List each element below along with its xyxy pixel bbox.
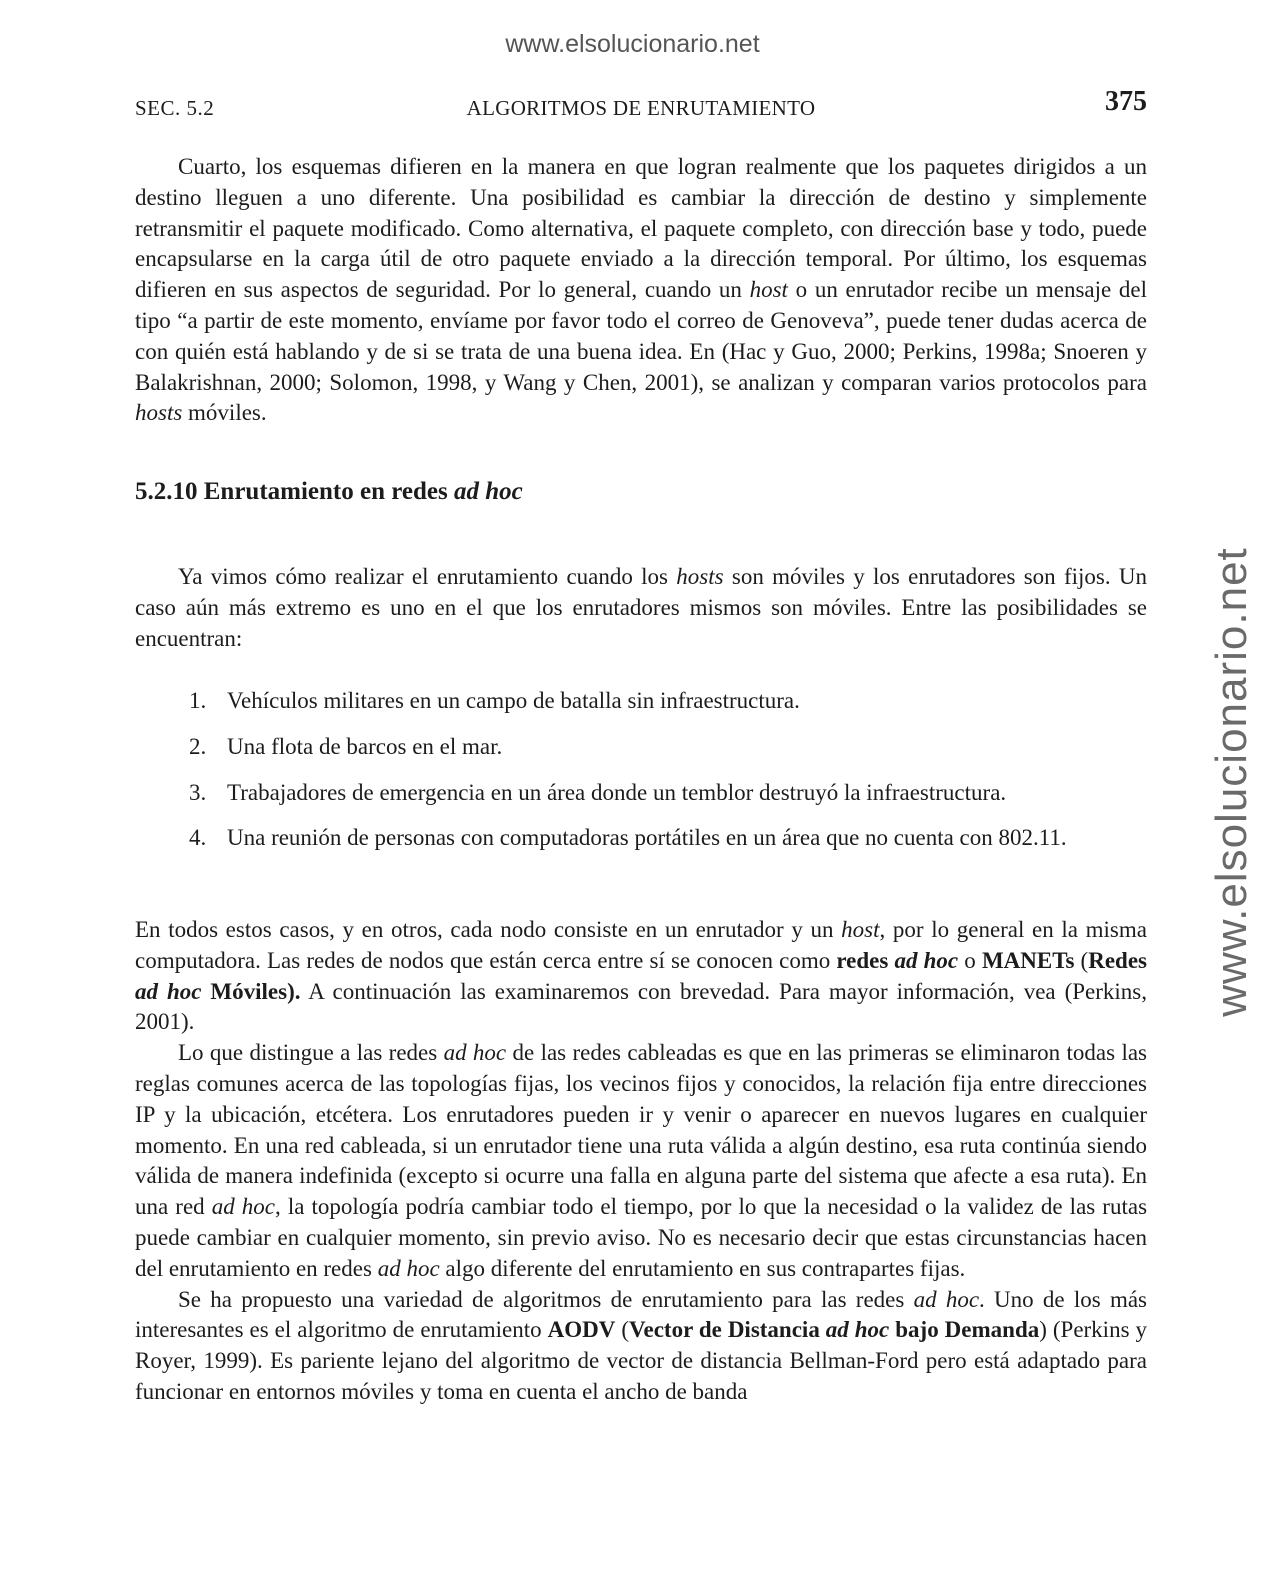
text-run: . Uno de los más interesantes es el algoritmo de enrutamiento xyxy=(135,1286,1147,1343)
bold-term: Redes xyxy=(1088,947,1148,973)
paragraph-adhoc-intro xyxy=(135,562,1147,654)
bold-term: Móviles). xyxy=(201,978,301,1004)
possibilities-list xyxy=(135,686,1147,869)
paragraph-aodv xyxy=(135,1285,1147,1408)
paragraph-manets xyxy=(135,915,1147,1038)
section-heading xyxy=(135,478,523,506)
italic-term: ad hoc xyxy=(377,1255,440,1281)
page-number: 375 xyxy=(1105,86,1147,117)
bold-italic-term: ad hoc xyxy=(135,978,202,1004)
list-item xyxy=(135,823,1147,854)
text-run: ) (Perkins y Royer, 1999). Es pariente lejano del algoritmo de vector de distancia Bellman-Ford pero está adaptado para funcionar en entornos móviles y toma en cuenta el ancho de banda xyxy=(135,1317,1147,1404)
text-run: ( xyxy=(615,1317,630,1343)
italic-term: hosts xyxy=(676,564,724,589)
italic-term: ad hoc xyxy=(913,1286,980,1312)
text-run: , por lo general en la misma computadora. Las redes de nodos que están cerca entre sí se conocen como xyxy=(135,917,1147,973)
text-run: Lo que distingue a las redes xyxy=(178,1040,444,1066)
main-body-block xyxy=(135,915,1147,1408)
list-item xyxy=(135,778,1147,809)
text-run: , la topología podría cambiar todo el tiempo, por lo que la necesidad o la validez de las rutas puede cambiar en cualquier momento, sin previo aviso. No es necesario decir que estas circunstancias hacen del enrutamiento en redes xyxy=(135,1194,1148,1281)
bold-italic-term: ad hoc xyxy=(825,1317,890,1343)
text-run: Se ha propuesto una variedad de algoritmos de enrutamiento para las redes xyxy=(178,1286,914,1312)
text-run: Cuarto, los esquemas difieren en la manera en que logran realmente que los paquetes dirigidos a un destino lleguen a uno diferente. Una posibilidad es cambiar la dirección de destino y simplemente retransmitir el paquete modificado. Como alternativa, el paquete completo, con dirección base y todo, puede encapsularse en la carga útil de otro paquete enviado a la dirección temporal. Por último, los esquemas difieren en sus aspectos de seguridad. Por lo general, cuando un xyxy=(135,154,1147,303)
text-run: algo diferente del enrutamiento en sus contrapartes fijas. xyxy=(439,1255,966,1281)
list-text: Vehículos militares en un campo de batalla sin infraestructura. xyxy=(227,688,800,713)
italic-term: ad hoc xyxy=(443,1040,507,1066)
text-run: o un enrutador recibe un mensaje del tipo “a partir de este momento, envíame por favor todo el correo de Genoveva”, puede tener dudas acerca de con quién está hablando y de si se trata de una buena idea. En (Hac y Guo, 2000; Perkins, 1998a; Snoeren y Balakrishnan, 2000; Solomon, 1998, y Wang y Chen, 2001), se analizan y comparan varios protocolos para xyxy=(135,277,1147,395)
section-label: SEC. 5.2 xyxy=(135,96,215,120)
list-text: Una flota de barcos en el mar. xyxy=(227,733,503,759)
italic-term: host xyxy=(841,917,880,942)
top-watermark: www.elsolucionario.net xyxy=(505,30,760,58)
italic-term: hosts xyxy=(135,400,183,426)
list-number: 3. xyxy=(189,779,207,805)
text-run: son móviles y los enrutadores son fijos. Un caso aún más extremo es uno en el que los enrutadores mismos son móviles. Entre las posibilidades se encuentran: xyxy=(135,564,1148,651)
text-run: En todos estos casos, y en otros, cada nodo consiste en un enrutador y un xyxy=(135,917,842,942)
intro-block xyxy=(135,152,1147,429)
heading-text: 5.2.10 Enrutamiento en redes xyxy=(135,478,454,505)
text-run: Ya vimos cómo realizar el enrutamiento cuando los xyxy=(178,564,677,589)
bold-italic-term: ad hoc xyxy=(894,947,959,973)
list-item xyxy=(135,732,1147,763)
italic-term: ad hoc xyxy=(211,1194,276,1220)
italic-term: host xyxy=(749,277,788,303)
paragraph-fourth-point xyxy=(135,152,1147,429)
list-number: 4. xyxy=(189,825,207,851)
text-run: o xyxy=(958,947,982,973)
bold-term: AODV xyxy=(547,1317,616,1343)
list-item xyxy=(135,686,1147,717)
bold-term: Vector de Distancia xyxy=(629,1317,826,1343)
list-text: Trabajadores de emergencia en un área donde un temblor destruyó la infraestructura. xyxy=(227,779,1007,805)
text-run: móviles. xyxy=(182,400,267,426)
bold-term: MANETs xyxy=(981,947,1075,973)
chapter-title: ALGORITMOS DE ENRUTAMIENTO xyxy=(466,96,816,120)
bold-term: redes xyxy=(836,947,895,973)
list-number: 2. xyxy=(189,733,207,759)
list-text: Una reunión de personas con computadoras portátiles en un área que no cuenta con 802.11. xyxy=(227,825,1067,851)
running-head xyxy=(135,86,1147,126)
side-watermark: www.elsolucionario.net xyxy=(1207,547,1256,1017)
text-run: A continuación las examinaremos con brevedad. Para mayor información, vea (Perkins, 2001). xyxy=(135,978,1147,1035)
bold-term: bajo Demanda xyxy=(889,1317,1040,1343)
list-number: 1. xyxy=(189,688,207,713)
text-run: ( xyxy=(1074,947,1089,973)
text-run: de las redes cableadas es que en las primeras se eliminaron todas las reglas comunes acerca de las topologías fijas, los vecinos fijos y conocidos, la relación fija entre direcciones IP y la ubicación, etcétera. Los enrutadores pueden ir y venir o aparecer en nuevos lugares en cualquier momento. En una red cableada, si un enrutador tiene una ruta válida a algún destino, esa ruta continúa siendo válida de manera indefinida (excepto si ocurre una falla en alguna parte del sistema que afecte a esa ruta). En una red xyxy=(135,1040,1148,1220)
paragraph-differences xyxy=(135,1038,1147,1284)
heading-italic: ad hoc xyxy=(453,478,523,505)
adhoc-intro-block xyxy=(135,562,1147,654)
